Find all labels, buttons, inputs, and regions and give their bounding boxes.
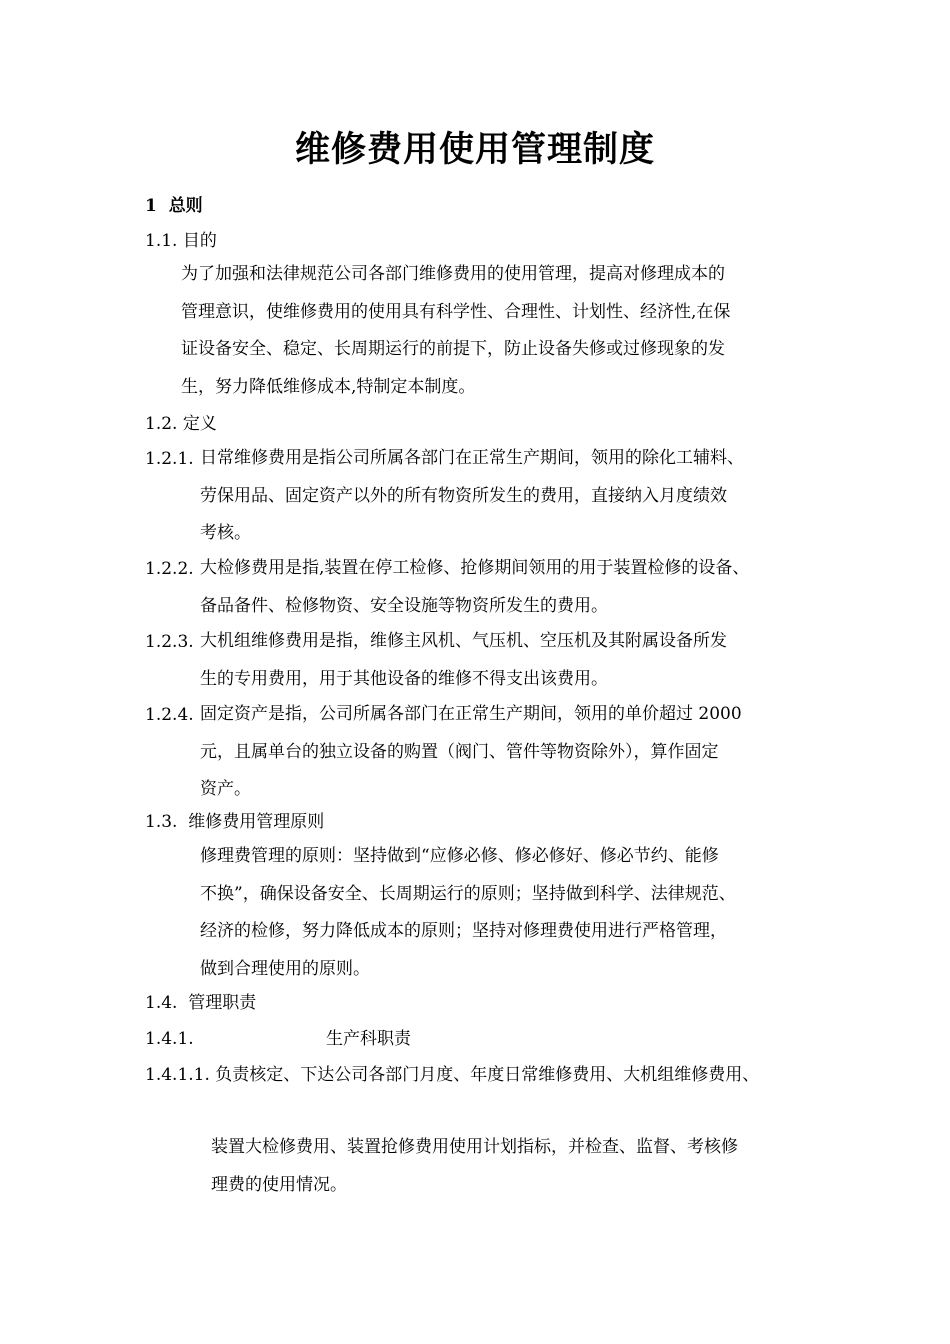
- text-line: 修理费管理的原则：坚持做到“应修必修、修必修好、修必节约、能修: [200, 846, 719, 866]
- text-line: 备品备件、检修物资、安全设施等物资所发生的费用。: [200, 595, 608, 616]
- section-number: 1: [145, 196, 157, 216]
- text-line: 考核。: [200, 523, 251, 543]
- text-line: 资产。: [200, 779, 251, 799]
- section-label: 生产科职责: [326, 1029, 411, 1049]
- section-1-2-4-number: 1.2.4.: [145, 705, 194, 725]
- text-line: 做到合理使用的原则。: [200, 958, 370, 979]
- section-1-2-2-number: 1.2.2.: [145, 559, 194, 579]
- document-title: 维修费用使用管理制度: [294, 130, 655, 170]
- section-1-2-heading: [145, 412, 217, 436]
- text-line: 为了加强和法律规范公司各部门维修费用的使用管理，提高对修理成本的: [181, 264, 725, 284]
- section-1-4-1-1-body: [211, 1129, 738, 1204]
- section-number: 1.4.: [145, 993, 178, 1013]
- section-1-2-4-body: [200, 696, 742, 809]
- section-label: 总则: [168, 196, 203, 216]
- text-line: 经济的检修，努力降低成本的原则；坚持对修理费使用进行严格管理，: [200, 921, 727, 941]
- section-1-2-3-body: [200, 623, 727, 698]
- text-line: 元，且属单台的独立设备的购置（阀门、管件等物资除外），算作固定: [200, 741, 719, 762]
- section-1-2-1-body: [200, 440, 744, 553]
- text-line: 固定资产是指，公司所属各部门在正常生产期间，领用的单价超过 2000: [200, 704, 742, 724]
- section-1-2-1-number: 1.2.1.: [145, 449, 194, 469]
- section-number: 1.1.: [145, 231, 178, 251]
- section-1-4-heading: [145, 991, 256, 1015]
- text-line: 日常维修费用是指公司所属各部门在正常生产期间，领用的除化工辅料、: [200, 448, 744, 468]
- section-1-1-body: [181, 256, 730, 406]
- text-line: 装置大检修费用、装置抢修费用使用计划指标，并检查、监督、考核修: [211, 1137, 738, 1157]
- section-label: 定义: [182, 414, 217, 434]
- section-1-2-2-body: [200, 550, 749, 625]
- section-1-heading: [145, 194, 203, 218]
- section-number: 1.4.1.1.: [145, 1065, 210, 1085]
- text-line: 大检修费用是指,装置在停工检修、抢修期间领用的用于装置检修的设备、: [200, 558, 750, 578]
- section-1-3-body: [200, 838, 736, 988]
- section-1-3-heading: [145, 810, 324, 834]
- text-line: 生的专用费用，用于其他设备的维修不得支出该费用。: [200, 668, 608, 689]
- section-number: 1.2.: [145, 414, 178, 434]
- section-1-4-1-1-first-line: [145, 1063, 759, 1087]
- text-line: 管理意识，使维修费用的使用具有科学性、合理性、计划性、经济性,在保: [181, 301, 731, 322]
- section-label: 管理职责: [188, 993, 257, 1013]
- text-line: 负责核定、下达公司各部门月度、年度日常维修费用、大机组维修费用、: [215, 1065, 760, 1085]
- section-1-4-1-heading: [145, 1027, 411, 1051]
- section-label: 目的: [182, 231, 217, 251]
- text-line: 大机组维修费用是指，维修主风机、气压机、空压机及其附属设备所发: [200, 631, 727, 651]
- text-line: 生，努力降低维修成本,特制定本制度。: [181, 376, 476, 397]
- section-1-1-heading: [145, 229, 217, 253]
- text-line: 理费的使用情况。: [211, 1174, 347, 1195]
- section-label: 维修费用管理原则: [188, 812, 325, 832]
- text-line: 不换”，确保设备安全、长周期运行的原则；坚持做到科学、法律规范、: [200, 883, 736, 904]
- text-line: 劳保用品、固定资产以外的所有物资所发生的费用，直接纳入月度绩效: [200, 485, 727, 506]
- section-number: 1.4.1.: [145, 1029, 194, 1049]
- text-line: 证设备安全、稳定、长周期运行的前提下，防止设备失修或过修现象的发: [181, 339, 725, 359]
- section-1-2-3-number: 1.2.3.: [145, 632, 194, 652]
- section-number: 1.3.: [145, 812, 178, 832]
